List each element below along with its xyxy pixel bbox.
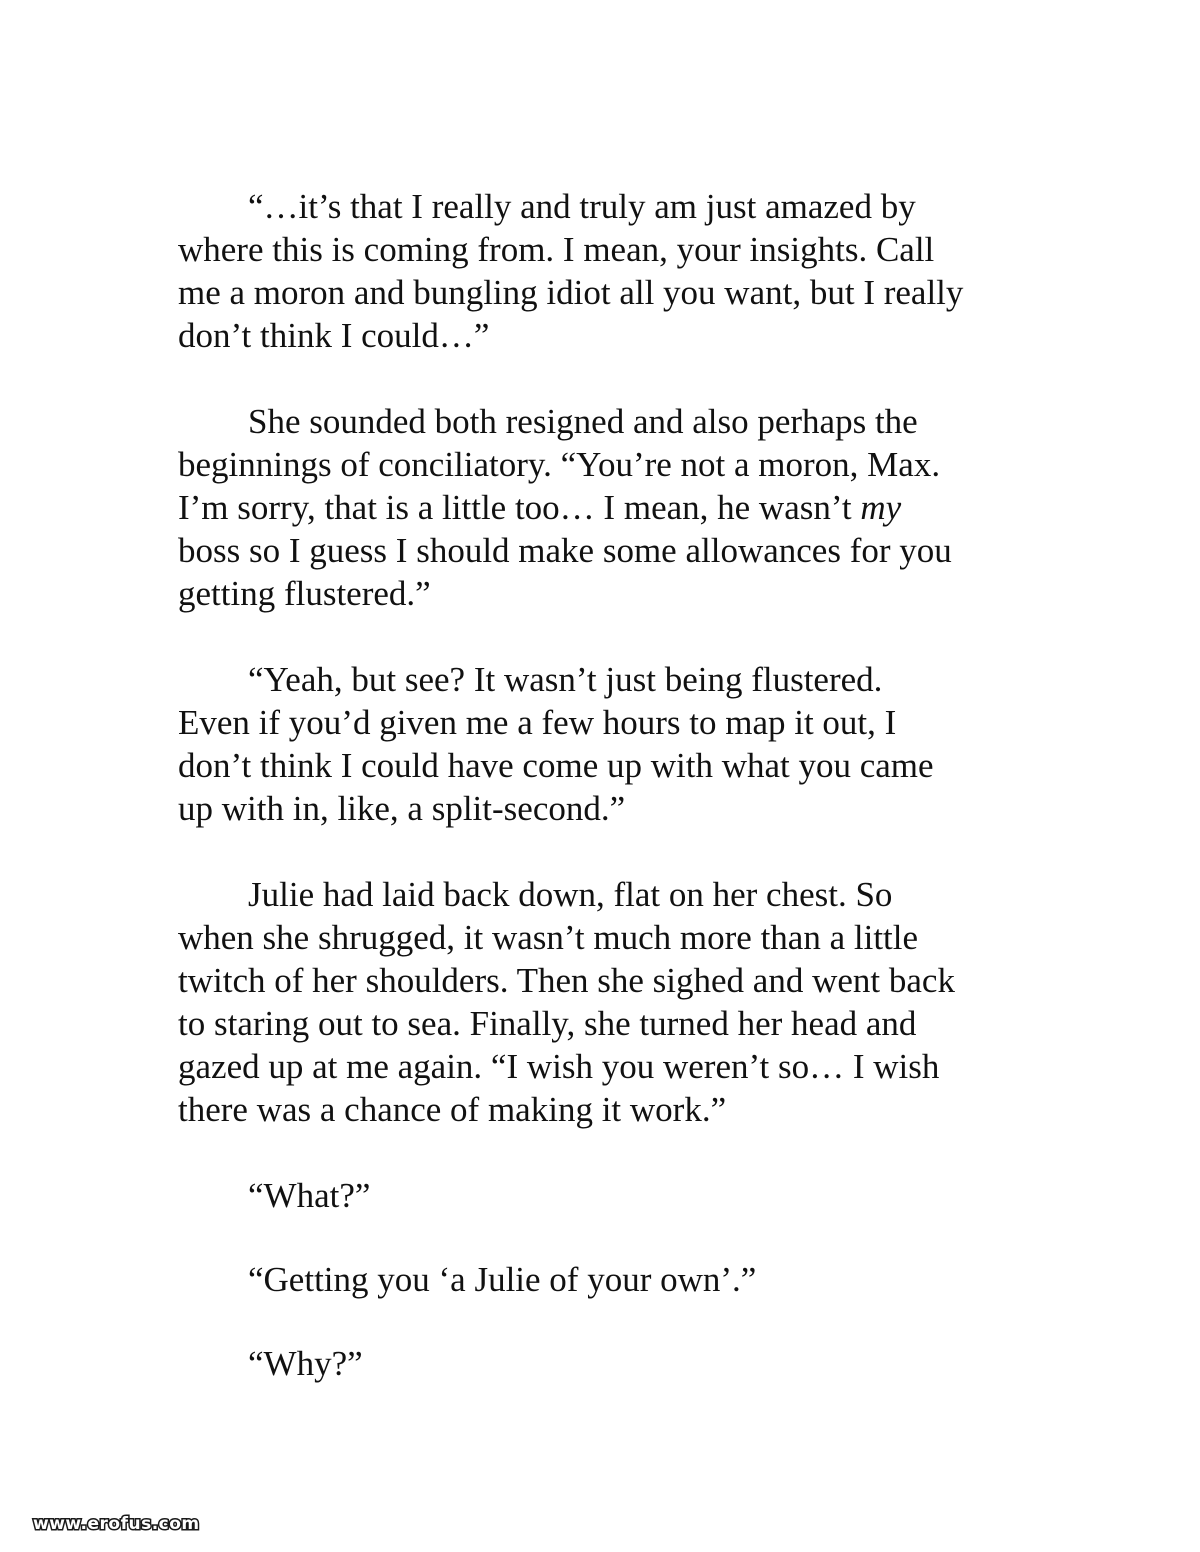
- paragraph-4: [178, 873, 1038, 1131]
- text-line: beginnings of conciliatory. “You’re not a moron, Max.: [178, 445, 941, 484]
- text-line: where this is coming from. I mean, your insights. Call: [178, 230, 935, 269]
- text-line: “Getting you ‘a Julie of your own’.”: [248, 1260, 757, 1299]
- document-page: [178, 185, 1038, 1428]
- paragraph-7: [178, 1342, 1038, 1385]
- text-line: twitch of her shoulders. Then she sighed and went back: [178, 961, 955, 1000]
- text-line: “Yeah, but see? It wasn’t just being flustered.: [248, 660, 883, 699]
- text-line: “…it’s that I really and truly am just amazed by: [248, 187, 916, 226]
- paragraph-2: [178, 400, 1038, 615]
- text-line: “Why?”: [248, 1344, 363, 1383]
- text-line: Julie had laid back down, flat on her chest. So: [248, 875, 893, 914]
- text-segment: I’m sorry, that is a little too… I mean, he wasn’t: [178, 488, 852, 527]
- text-line: getting flustered.”: [178, 574, 431, 613]
- text-line: “What?”: [248, 1176, 371, 1215]
- text-line: boss so I guess I should make some allowances for you: [178, 531, 952, 570]
- text-line: Even if you’d given me a few hours to map it out, I: [178, 703, 897, 742]
- text-line: me a moron and bungling idiot all you want, but I really: [178, 273, 964, 312]
- paragraph-3: [178, 658, 1038, 830]
- paragraph-5: [178, 1174, 1038, 1217]
- text-line: don’t think I could…”: [178, 316, 490, 355]
- italic-word: my: [860, 488, 902, 527]
- paragraph-6: [178, 1258, 1038, 1301]
- paragraph-1: [178, 185, 1038, 357]
- site-watermark: www.erofus.com: [33, 1514, 200, 1534]
- text-line: don’t think I could have come up with what you came: [178, 746, 934, 785]
- text-line: gazed up at me again. “I wish you weren’t so… I wish: [178, 1047, 940, 1086]
- text-line: to staring out to sea. Finally, she turned her head and: [178, 1004, 917, 1043]
- text-line: when she shrugged, it wasn’t much more than a little: [178, 918, 919, 957]
- text-line: up with in, like, a split-second.”: [178, 789, 626, 828]
- text-line: there was a chance of making it work.”: [178, 1090, 727, 1129]
- text-line: She sounded both resigned and also perhaps the: [248, 402, 918, 441]
- text-line: [178, 486, 1038, 529]
